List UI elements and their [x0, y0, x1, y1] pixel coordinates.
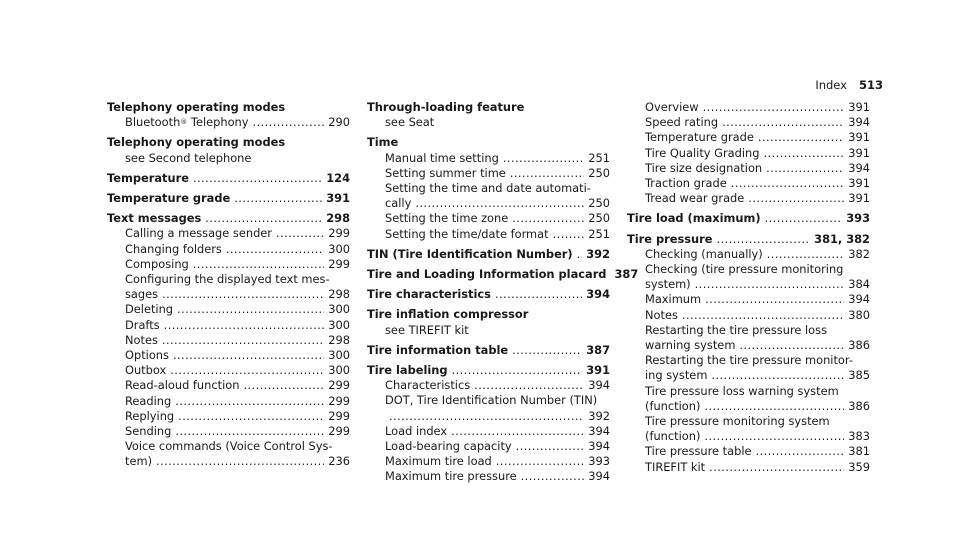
dot-leader — [717, 232, 811, 247]
page-reference: 383 — [848, 429, 870, 444]
index-heading — [367, 287, 610, 302]
entry-label: Options — [125, 348, 169, 363]
index-subentry — [367, 166, 610, 181]
index-subentry — [627, 323, 870, 338]
dot-leader — [766, 161, 844, 176]
index-subentry — [367, 424, 610, 439]
dot-leader — [731, 176, 844, 191]
entry-label: Reading — [125, 393, 172, 408]
entry-label: (function) — [645, 398, 701, 413]
entry-label: Temperature grade — [645, 130, 754, 145]
entry-label: Tire pressure monitoring system — [645, 414, 830, 429]
entry-label: TIREFIT kit — [645, 459, 706, 474]
index-subentry — [367, 181, 610, 196]
index-subentry — [627, 115, 870, 130]
dot-leader — [767, 247, 845, 262]
entry-label: Voice commands (Voice Control Sys- — [125, 439, 333, 454]
index-column-3 — [627, 100, 870, 475]
dot-leader — [695, 277, 845, 292]
index-subentry — [367, 227, 610, 242]
entry-label: Manual time setting — [385, 150, 499, 165]
dot-leader — [175, 424, 324, 439]
page-reference: 298 — [326, 211, 350, 226]
index-subentry — [627, 161, 870, 176]
section-title: Index — [815, 78, 847, 92]
entry-label: Changing folders — [125, 241, 222, 256]
entry-label: Traction grade — [645, 176, 727, 191]
entry-label: see Second telephone — [125, 150, 252, 165]
index-subentry — [627, 277, 870, 292]
entry-label: Setting the time and date automati- — [385, 181, 591, 196]
dot-leader — [756, 444, 845, 459]
page-reference: 299 — [328, 393, 350, 408]
entry-label: sages — [125, 287, 159, 302]
entry-label: Maximum — [645, 292, 702, 307]
index-subentry — [627, 444, 870, 459]
dot-leader — [512, 211, 584, 226]
entry-label: Load index — [385, 423, 448, 438]
index-subentry — [627, 247, 870, 262]
index-subentry — [627, 292, 870, 307]
entry-label: see TIREFIT kit — [385, 322, 469, 337]
index-subentry — [107, 439, 350, 454]
index-subentry — [107, 318, 350, 333]
index-subentry — [367, 454, 610, 469]
page-reference: 391 — [848, 100, 870, 114]
index-heading — [367, 135, 610, 150]
entry-label: system) — [645, 277, 691, 292]
registered-mark: ® — [180, 118, 188, 127]
entry-label: Text messages — [107, 211, 202, 226]
page-reference: 298 — [328, 287, 350, 302]
page-reference: 394 — [588, 469, 610, 484]
entry-label: (function) — [645, 429, 701, 444]
dot-leader — [495, 287, 582, 302]
page-header — [815, 78, 883, 92]
page-reference: 387 — [614, 267, 639, 282]
index-subentry — [627, 176, 870, 191]
index-subentry — [107, 226, 350, 241]
dot-leader — [389, 409, 584, 424]
page-reference: 299 — [328, 378, 350, 393]
dot-leader — [764, 146, 845, 161]
page-reference: 391 — [848, 191, 870, 206]
index-subentry — [627, 146, 870, 161]
page-reference: 300 — [328, 348, 350, 363]
dot-leader — [276, 226, 324, 241]
page-reference: 236 — [328, 454, 350, 469]
index-subentry — [107, 115, 350, 130]
dot-leader — [170, 363, 324, 378]
entry-label: Temperature grade — [107, 191, 231, 206]
page-reference: 250 — [588, 165, 610, 180]
dot-leader — [521, 469, 585, 484]
page-reference: 391 — [848, 130, 870, 145]
index-subentry — [107, 394, 350, 409]
entry-label: Tire inflation compressor — [367, 307, 529, 322]
dot-leader — [553, 227, 585, 242]
dot-leader — [722, 115, 844, 130]
index-heading — [107, 211, 350, 226]
dot-leader — [452, 363, 583, 378]
entry-label: TIN (Tire Identification Number) — [367, 246, 573, 261]
entry-label: Load-bearing capacity — [385, 439, 512, 454]
index-subentry — [107, 454, 350, 469]
page-reference: 300 — [328, 363, 350, 378]
dot-leader — [243, 378, 324, 393]
entry-label: tem) — [125, 454, 153, 469]
index-heading — [627, 211, 870, 226]
dot-leader — [162, 333, 324, 348]
dot-leader — [703, 100, 845, 115]
entry-label: see Seat — [385, 115, 435, 130]
dot-leader — [704, 429, 844, 444]
dot-leader — [193, 171, 322, 186]
page-reference: 385 — [848, 368, 870, 383]
page-reference: 251 — [588, 150, 610, 165]
entry-label: Characteristics — [385, 378, 471, 393]
dot-leader — [516, 439, 585, 454]
index-heading — [107, 191, 350, 206]
index-heading — [367, 343, 610, 358]
index-subentry — [627, 429, 870, 444]
page-reference: 391 — [848, 176, 870, 191]
page-reference: 382 — [848, 246, 870, 261]
page-reference: 300 — [328, 317, 350, 332]
entry-label: Speed rating — [645, 115, 719, 130]
entry-label: Tire characteristics — [367, 287, 491, 302]
entry-label: Temperature — [107, 170, 189, 185]
page-reference: 299 — [328, 424, 350, 439]
entry-label: Overview — [645, 100, 699, 114]
index-subentry — [627, 460, 870, 475]
entry-label: Setting the time/date format — [385, 226, 549, 241]
page-reference: 392 — [588, 408, 610, 423]
dot-leader — [156, 454, 324, 469]
entry-label: Setting the time zone — [385, 211, 509, 226]
index-subentry — [107, 424, 350, 439]
page-reference: 387 — [586, 342, 610, 357]
index-heading — [367, 363, 610, 378]
dot-leader — [193, 257, 324, 272]
entry-label: Replying — [125, 408, 175, 423]
page-reference: 381 — [848, 444, 870, 459]
index-column-1 — [107, 100, 350, 470]
dot-leader — [503, 151, 584, 166]
dot-leader — [709, 460, 844, 475]
index-heading — [367, 307, 610, 322]
entry-label: Tire information table — [367, 342, 509, 357]
entry-label: warning system — [645, 338, 736, 353]
dot-leader — [739, 338, 844, 353]
page-reference: 300 — [328, 241, 350, 256]
page-reference: 359 — [848, 459, 870, 474]
dot-leader — [496, 454, 584, 469]
page-reference: 290 — [328, 115, 350, 130]
index-heading — [367, 267, 639, 282]
index-subentry — [367, 378, 610, 393]
entry-label: ing system — [645, 368, 708, 383]
entry-label: Checking (manually) — [645, 246, 763, 261]
entry-label: Bluetooth — [125, 115, 181, 130]
dot-leader — [175, 394, 324, 409]
entry-label: Configuring the displayed text mes- — [125, 272, 330, 287]
entry-label: Through-loading feature — [367, 100, 525, 114]
index-subentry — [367, 393, 610, 408]
index-subentry — [367, 196, 610, 211]
page-reference: 391 — [586, 363, 610, 378]
dot-leader — [748, 191, 844, 206]
page-reference: 394 — [586, 287, 610, 302]
entry-label: Tire Quality Grading — [645, 145, 760, 160]
page-reference: 392 — [586, 246, 610, 261]
index-subentry — [107, 409, 350, 424]
page-reference: 380 — [848, 307, 870, 322]
dot-leader — [226, 242, 324, 257]
page-reference: 393 — [588, 454, 610, 469]
page-reference: 299 — [328, 256, 350, 271]
dot-leader — [253, 115, 325, 130]
index-subentry — [107, 151, 350, 166]
entry-label: Telephony operating modes — [107, 100, 286, 114]
page-reference: 250 — [588, 211, 610, 226]
page-reference: 394 — [588, 378, 610, 393]
dot-leader — [205, 211, 322, 226]
entry-label: Checking (tire pressure monitoring — [645, 262, 844, 277]
index-subentry — [367, 115, 610, 130]
entry-label: Tire labeling — [367, 363, 448, 378]
index-subentry — [107, 348, 350, 363]
page-reference: 298 — [328, 332, 350, 347]
index-subentry — [367, 409, 610, 424]
entry-label: DOT, Tire Identification Number (TIN) — [385, 393, 598, 408]
index-subentry — [627, 368, 870, 383]
page-reference: 250 — [588, 196, 610, 211]
entry-label: Tire load (maximum) — [627, 211, 761, 226]
page-reference: 300 — [328, 302, 350, 317]
page-reference: 393 — [846, 211, 870, 226]
page-reference: 381, 382 — [814, 231, 870, 246]
page-reference: 299 — [328, 408, 350, 423]
page-reference: 386 — [848, 338, 870, 353]
page-reference: 386 — [848, 398, 870, 413]
index-subentry — [367, 323, 610, 338]
entry-label: Notes — [645, 307, 678, 322]
index-subentry — [107, 333, 350, 348]
page-reference: 124 — [326, 170, 350, 185]
entry-label: Restarting the tire pressure monitor- — [645, 353, 853, 368]
entry-label: Drafts — [125, 317, 160, 332]
entry-label: Read-aloud function — [125, 378, 240, 393]
index-subentry — [627, 399, 870, 414]
dot-leader — [704, 399, 844, 414]
dot-leader — [162, 287, 324, 302]
index-heading — [367, 100, 610, 115]
index-subentry — [627, 100, 870, 115]
index-heading — [367, 247, 610, 262]
page-reference: 251 — [588, 226, 610, 241]
index-subentry — [367, 469, 610, 484]
entry-label: Telephony operating modes — [107, 135, 286, 150]
index-subentry — [367, 151, 610, 166]
index-subentry — [107, 363, 350, 378]
entry-label: Notes — [125, 332, 158, 347]
page-reference: 391 — [326, 191, 350, 206]
entry-label: Calling a message sender — [125, 226, 272, 241]
index-subentry — [627, 262, 870, 277]
dot-leader — [510, 166, 584, 181]
entry-label: Maximum tire load — [385, 454, 492, 469]
dot-leader — [512, 343, 582, 358]
entry-label: Composing — [125, 256, 189, 271]
entry-label: Tire pressure — [627, 231, 713, 246]
dot-leader — [173, 348, 324, 363]
index-subentry — [627, 130, 870, 145]
page-reference: 394 — [588, 439, 610, 454]
index-subentry — [367, 211, 610, 226]
entry-label: Maximum tire pressure — [385, 469, 517, 484]
entry-label: Tire size designation — [645, 160, 763, 175]
page-reference: 391 — [848, 145, 870, 160]
entry-label: Tire pressure table — [645, 444, 752, 459]
dot-leader — [474, 378, 584, 393]
index-subentry — [107, 272, 350, 287]
dot-leader — [415, 196, 584, 211]
entry-label: Sending — [125, 424, 172, 439]
page-reference: 384 — [848, 277, 870, 292]
dot-leader — [577, 247, 583, 262]
index-subentry — [107, 287, 350, 302]
index-subentry — [627, 414, 870, 429]
entry-label: Tire and Loading Information placard — [367, 267, 607, 282]
page-reference: 299 — [328, 226, 350, 241]
index-subentry — [627, 308, 870, 323]
page-number: 513 — [858, 78, 883, 92]
dot-leader — [711, 368, 844, 383]
dot-leader — [177, 302, 324, 317]
index-heading — [107, 171, 350, 186]
page-reference: 394 — [848, 160, 870, 175]
entry-label-cont: Telephony — [187, 115, 249, 130]
entry-label: Deleting — [125, 302, 174, 317]
dot-leader — [705, 292, 844, 307]
page-reference: 394 — [848, 115, 870, 130]
index-subentry — [367, 439, 610, 454]
entry-label: Setting summer time — [385, 165, 506, 180]
index-subentry — [627, 338, 870, 353]
dot-leader — [178, 409, 324, 424]
entry-label: Time — [367, 135, 399, 150]
entry-label: Restarting the tire pressure loss — [645, 322, 828, 337]
entry-label: Tread wear grade — [645, 191, 745, 206]
dot-leader — [682, 308, 844, 323]
index-heading — [627, 232, 870, 247]
index-column-2 — [367, 100, 639, 485]
index-subentry — [107, 378, 350, 393]
dot-leader — [164, 318, 325, 333]
index-heading — [107, 135, 350, 150]
dot-leader — [234, 191, 322, 206]
index-subentry — [627, 384, 870, 399]
index-subentry — [627, 191, 870, 206]
index-subentry — [107, 302, 350, 317]
index-heading — [107, 100, 350, 115]
dot-leader — [765, 211, 843, 226]
dot-leader — [451, 424, 584, 439]
page-reference: 394 — [588, 423, 610, 438]
entry-label: Tire pressure loss warning system — [645, 383, 839, 398]
page-reference: 394 — [848, 292, 870, 307]
index-subentry — [627, 353, 870, 368]
index-subentry — [107, 242, 350, 257]
dot-leader — [758, 130, 844, 145]
index-subentry — [107, 257, 350, 272]
entry-label: Outbox — [125, 363, 167, 378]
entry-label: cally — [385, 196, 412, 211]
